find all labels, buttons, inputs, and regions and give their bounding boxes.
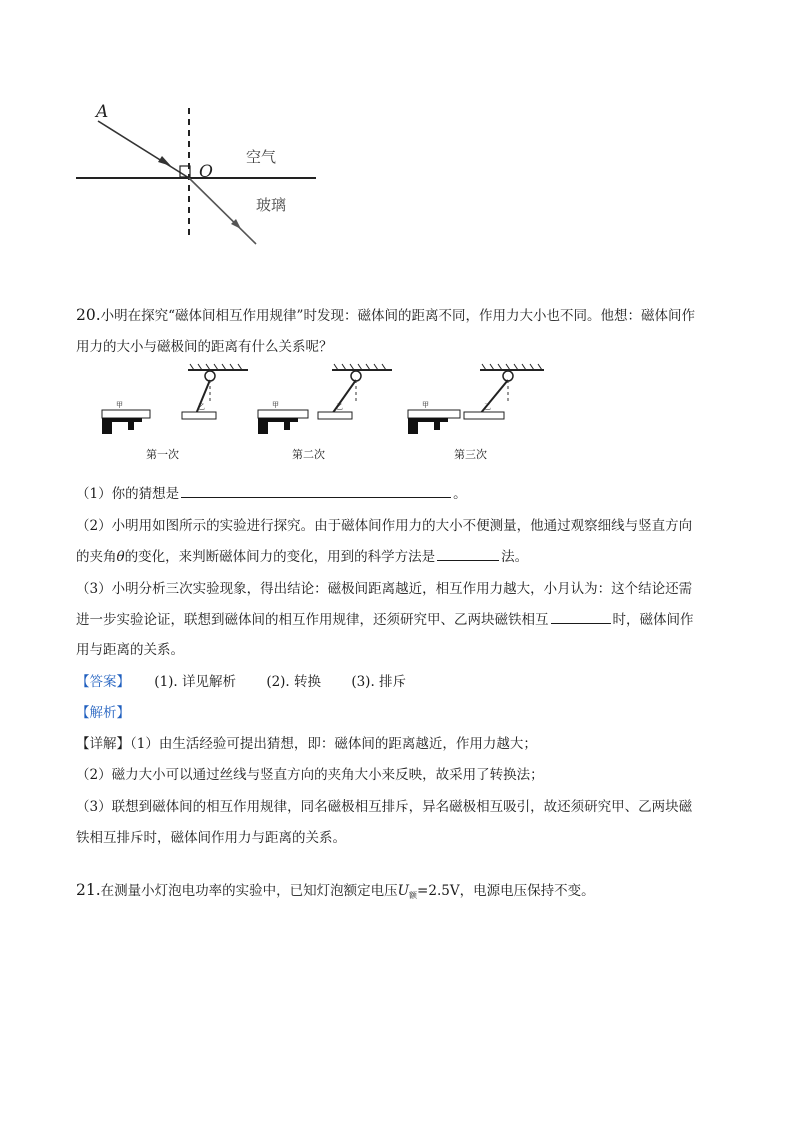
detail-line2: （2）磁力大小可以通过丝线与竖直方向的夹角大小来反映，故采用了转换法； bbox=[76, 767, 544, 783]
label-glass: 玻璃 bbox=[256, 196, 287, 214]
q20-part2-blank bbox=[437, 547, 499, 561]
answer-row bbox=[76, 672, 406, 692]
answer-3: (3). 排斥 bbox=[351, 674, 407, 690]
analysis-tag-row bbox=[76, 703, 130, 723]
answer-tag: 【答案】 bbox=[76, 674, 130, 690]
q20-stem-text1: 小明在探究“磁体间相互作用规律”时发现：磁体间的距离不同，作用力大小也不同。他想：磁体间作 bbox=[100, 308, 695, 324]
q20-part1-prefix: （1）你的猜想是 bbox=[76, 486, 180, 502]
detail-tag: 【详解】 bbox=[76, 736, 130, 752]
detail-text1: （1）由生活经验可提出猜想，即：磁体间的距离越近，作用力越大； bbox=[130, 736, 537, 752]
label-A: A bbox=[96, 102, 109, 122]
incident-arrow bbox=[158, 156, 171, 166]
q20-number: 20. bbox=[76, 306, 101, 324]
setup-second bbox=[258, 364, 392, 434]
q20-part3-line3: 用与距离的关系。 bbox=[76, 642, 184, 658]
q20-part3-text-a: 进一步实验论证，联想到磁体间的相互作用规律，还须研究甲、乙两块磁铁相互 bbox=[76, 612, 549, 628]
q20-part2-line1: （2）小明用如图所示的实验进行探究。由于磁体间作用力的大小不便测量，他通过观察细线与竖直方向 bbox=[76, 518, 693, 534]
analysis-tag: 【解析】 bbox=[76, 705, 130, 721]
magnet-jia-label-2: 甲 bbox=[272, 401, 279, 409]
q20-part2-text-b: 的变化，来判断磁体间力的变化，用到的科学方法是 bbox=[124, 549, 436, 565]
label-air: 空气 bbox=[246, 148, 277, 166]
refraction-diagram bbox=[76, 96, 316, 246]
q20-part1 bbox=[76, 484, 467, 504]
q20-part2-text-a: 的夹角 bbox=[76, 549, 117, 565]
q20-part3-line1: （3）小明分析三次实验现象，得出结论：磁极间距离越近，相互作用力越大，小月认为：这个结论还需 bbox=[76, 581, 693, 597]
answer-1: (1). 详见解析 bbox=[154, 674, 237, 690]
magnet-experiment-figure bbox=[100, 362, 560, 462]
q20-part2-text-c: 法。 bbox=[501, 549, 529, 565]
q20-part2-line2 bbox=[76, 547, 528, 567]
q20-part3-line2 bbox=[76, 610, 694, 630]
refracted-ray bbox=[189, 178, 256, 244]
q20-part1-blank bbox=[181, 484, 451, 498]
answer-2: (2). 转换 bbox=[266, 674, 322, 690]
label-O: O bbox=[199, 162, 213, 182]
q20-stem-line1 bbox=[76, 305, 695, 326]
setup-first bbox=[102, 364, 248, 434]
q21-stem-b: =2.5V，电源电压保持不变。 bbox=[417, 883, 595, 899]
caption-second: 第二次 bbox=[292, 448, 325, 461]
q21-number: 21. bbox=[76, 881, 101, 899]
q20-part3-blank bbox=[551, 610, 611, 624]
magnet-yi-label-3: 乙 bbox=[484, 403, 491, 411]
q21-stem-a: 在测量小灯泡电功率的实验中，已知灯泡额定电压 bbox=[100, 883, 398, 899]
q20-part1-suffix: 。 bbox=[453, 486, 467, 502]
detail-line1 bbox=[76, 734, 537, 754]
detail-line3b: 铁相互排斥时，磁体间作用力与距离的关系。 bbox=[76, 830, 346, 846]
setup-third bbox=[408, 364, 544, 434]
q20-stem-line2: 用力的大小与磁极间的距离有什么关系呢？ bbox=[76, 339, 333, 355]
magnet-diagram bbox=[100, 362, 560, 446]
magnet-jia-label-1: 甲 bbox=[116, 401, 123, 409]
magnet-jia-label-3: 甲 bbox=[422, 401, 429, 409]
detail-line3a: （3）联想到磁体间的相互作用规律，同名磁极相互排斥，异名磁极相互吸引，故还须研究甲、乙两块磁 bbox=[76, 799, 693, 815]
q20-part3-text-b: 时，磁体间作 bbox=[612, 612, 694, 628]
incident-ray bbox=[98, 121, 189, 178]
theta-symbol: θ bbox=[116, 549, 125, 565]
magnet-yi-label-2: 乙 bbox=[336, 403, 343, 411]
variable-U-subscript: 额 bbox=[409, 891, 418, 900]
caption-third: 第三次 bbox=[454, 448, 487, 461]
caption-first: 第一次 bbox=[146, 448, 179, 461]
refraction-figure bbox=[76, 96, 316, 246]
variable-U: U bbox=[397, 883, 410, 899]
magnet-yi-label-1: 乙 bbox=[198, 403, 205, 411]
q21-stem bbox=[76, 880, 595, 906]
